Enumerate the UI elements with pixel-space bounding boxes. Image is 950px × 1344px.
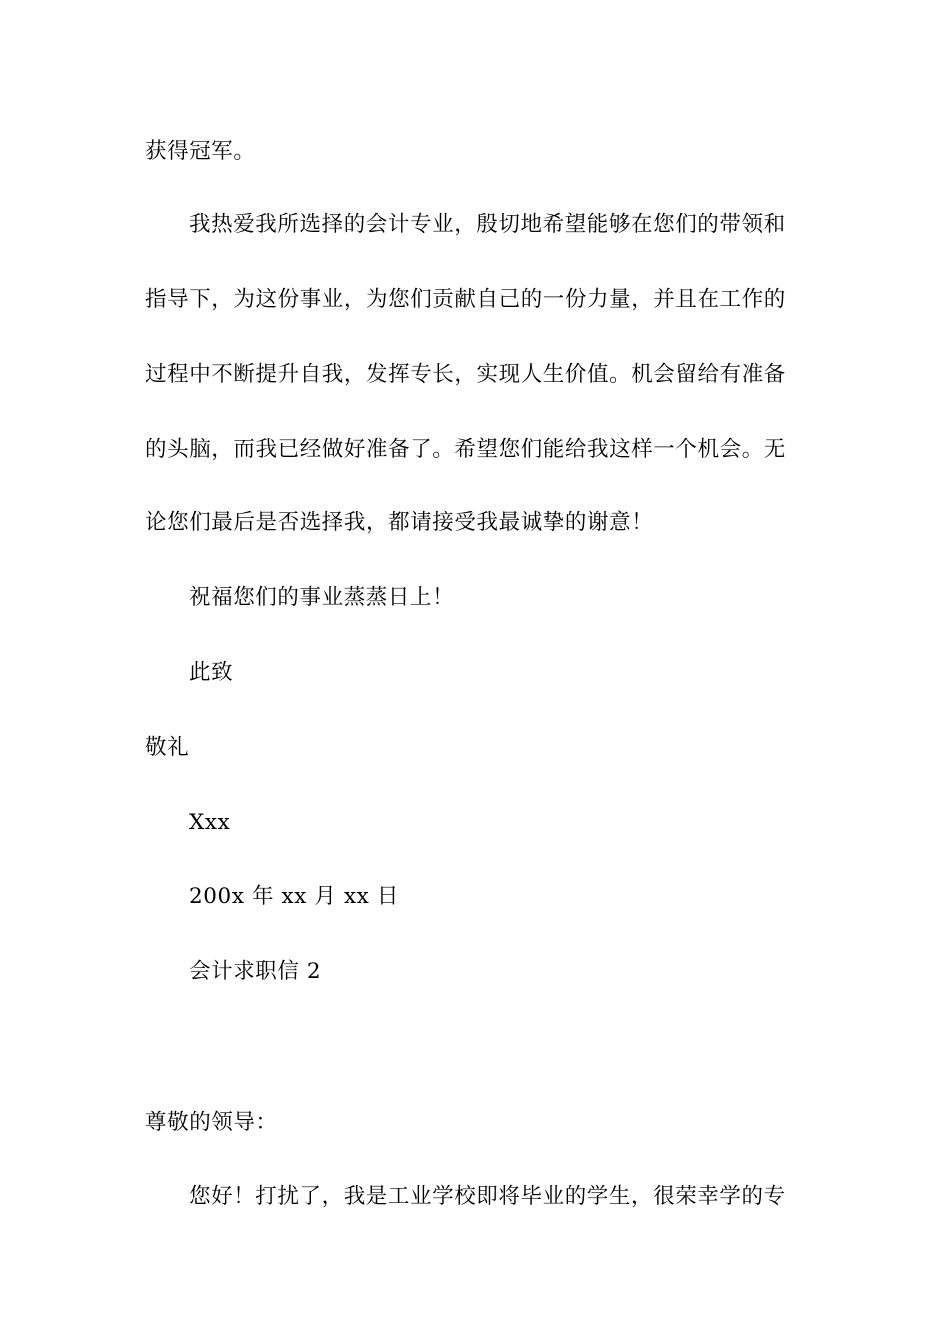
paragraph-line: 的头脑，而我已经做好准备了。希望您们能给我这样一个机会。无 <box>145 437 786 462</box>
paragraph-line: 过程中不断提升自我，发挥专长，实现人生价值。机会留给有准备 <box>145 362 786 387</box>
paragraph-line: 指导下，为这份事业，为您们贡献自己的一份力量，并且在工作的 <box>145 287 786 312</box>
signature-name: Xxx <box>189 810 231 835</box>
closing-line: 此致 <box>189 660 234 685</box>
salutation-line: 敬礼 <box>145 735 190 760</box>
greeting-line: 尊敬的领导： <box>145 1110 278 1135</box>
paragraph-line: 我热爱我所选择的会计专业，殷切地希望能够在您们的带领和 <box>189 212 786 237</box>
paragraph-line: 您好！打扰了，我是工业学校即将毕业的学生，很荣幸学的专 <box>189 1184 786 1209</box>
blessing-line: 祝福您们的事业蒸蒸日上！ <box>189 585 455 610</box>
paragraph-line: 获得冠军。 <box>145 139 256 164</box>
section-heading: 会计求职信 2 <box>189 959 322 984</box>
paragraph-line: 论您们最后是否选择我，都请接受我最诚挚的谢意！ <box>145 510 654 535</box>
signature-date: 200x 年 xx 月 xx 日 <box>189 884 399 909</box>
